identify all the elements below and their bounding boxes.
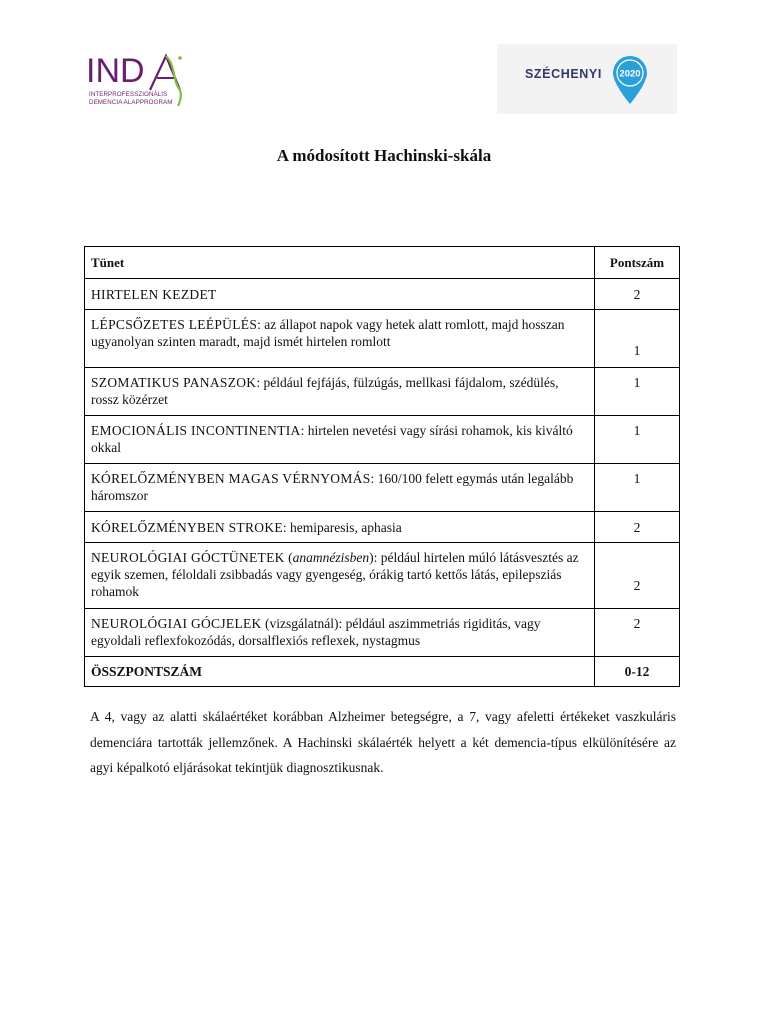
symptom-italic: anamnézisben	[292, 550, 370, 565]
column-header-score: Pontszám	[595, 247, 680, 279]
total-row	[85, 657, 680, 687]
inda-logo-line2: DEMENCIA ALAPPROGRAM	[89, 99, 173, 106]
hachinski-table	[84, 246, 680, 687]
symptom-cell	[85, 310, 595, 368]
score-cell: 1	[595, 464, 680, 512]
inda-logo-word: IND	[86, 52, 145, 90]
symptom-cell	[85, 512, 595, 543]
symptom-description: (vizsgálatnál): például aszimmetriás rigiditás, vagy egyoldali reflexfokozódás, dorsalflexiós reflexek, nystagmus	[91, 616, 541, 648]
total-label: ÖSSZPONTSZÁM	[85, 657, 595, 687]
total-score: 0-12	[595, 657, 680, 687]
symptom-label: HIRTELEN KEZDET	[91, 286, 217, 302]
symptom-label: SZOMATIKUS PANASZOK	[91, 375, 257, 390]
symptom-cell	[85, 543, 595, 609]
score-cell: 1	[595, 310, 680, 368]
symptom-label: KÓRELŐZMÉNYBEN MAGAS VÉRNYOMÁS	[91, 471, 371, 486]
table-row	[85, 512, 680, 543]
table-row	[85, 416, 680, 464]
symptom-label: KÓRELŐZMÉNYBEN STROKE	[91, 519, 283, 535]
symptom-paren-open: (	[284, 550, 293, 565]
table-row	[85, 543, 680, 609]
symptom-description: : hemiparesis, aphasia	[282, 519, 402, 535]
symptom-description: : 160/100 felett egymás után legalább háromszor	[91, 471, 574, 503]
table-row	[85, 464, 680, 512]
score-cell: 2	[595, 543, 680, 609]
symptom-description: : hirtelen nevetési vagy sírási rohamok, kis kiváltó okkal	[91, 423, 573, 455]
symptom-description: : például fejfájás, fülzúgás, mellkasi fájdalom, szédülés, rossz közérzet	[91, 375, 559, 407]
table-row	[85, 368, 680, 416]
symptom-label: NEUROLÓGIAI GÓCJELEK	[91, 616, 262, 631]
inda-logo	[86, 54, 186, 114]
symptom-cell	[85, 368, 595, 416]
score-cell: 2	[595, 609, 680, 657]
symptom-cell	[85, 279, 595, 310]
symptom-cell	[85, 609, 595, 657]
table-row	[85, 609, 680, 657]
score-cell: 1	[595, 368, 680, 416]
symptom-label: EMOCIONÁLIS INCONTINENTIA	[91, 423, 301, 438]
page-title: A módosított Hachinski-skála	[276, 146, 492, 165]
score-cell: 2	[595, 279, 680, 310]
szechenyi-logo-word: SZÉCHENYI	[525, 67, 602, 81]
symptom-description: : az állapot napok vagy hetek alatt romlott, majd hosszan ugyanolyan szinten maradt, majd ismét hirtelen romlott	[91, 317, 565, 349]
score-cell: 2	[595, 512, 680, 543]
table-row	[85, 279, 680, 310]
symptom-cell	[85, 464, 595, 512]
symptom-label: NEUROLÓGIAI GÓCTÜNETEK	[91, 550, 285, 565]
szechenyi-logo-year: 2020	[619, 68, 641, 80]
column-header-symptom: Tünet	[85, 247, 595, 279]
inda-logo-line1: INTERPROFESSZIONÁLIS	[89, 91, 168, 98]
symptom-cell	[85, 416, 595, 464]
table-header-row	[85, 247, 680, 279]
table-row	[85, 310, 680, 368]
score-cell: 1	[595, 416, 680, 464]
map-pin-icon	[611, 54, 649, 106]
footnote-paragraph: A 4, vagy az alatti skálaértéket korábban Alzheimer betegségre, a 7, vagy afeletti értékeket vaszkuláris demenciára tartották jellemzőnek. A Hachinski skálaérték helyett a két demencia-típus elkülönítésére az agyi képalkotó eljárásokat tekintjük diagnosztikusnak.	[90, 709, 676, 775]
szechenyi-logo	[497, 44, 677, 114]
symptom-label: LÉPCSŐZETES LEÉPÜLÉS	[91, 317, 258, 332]
symptom-description: ): például hirtelen múló látásvesztés az egyik szemen, féloldali zsibbadás vagy gyengeség, órákig tartó kettős látás, epilepsziás rohamok	[91, 550, 579, 599]
